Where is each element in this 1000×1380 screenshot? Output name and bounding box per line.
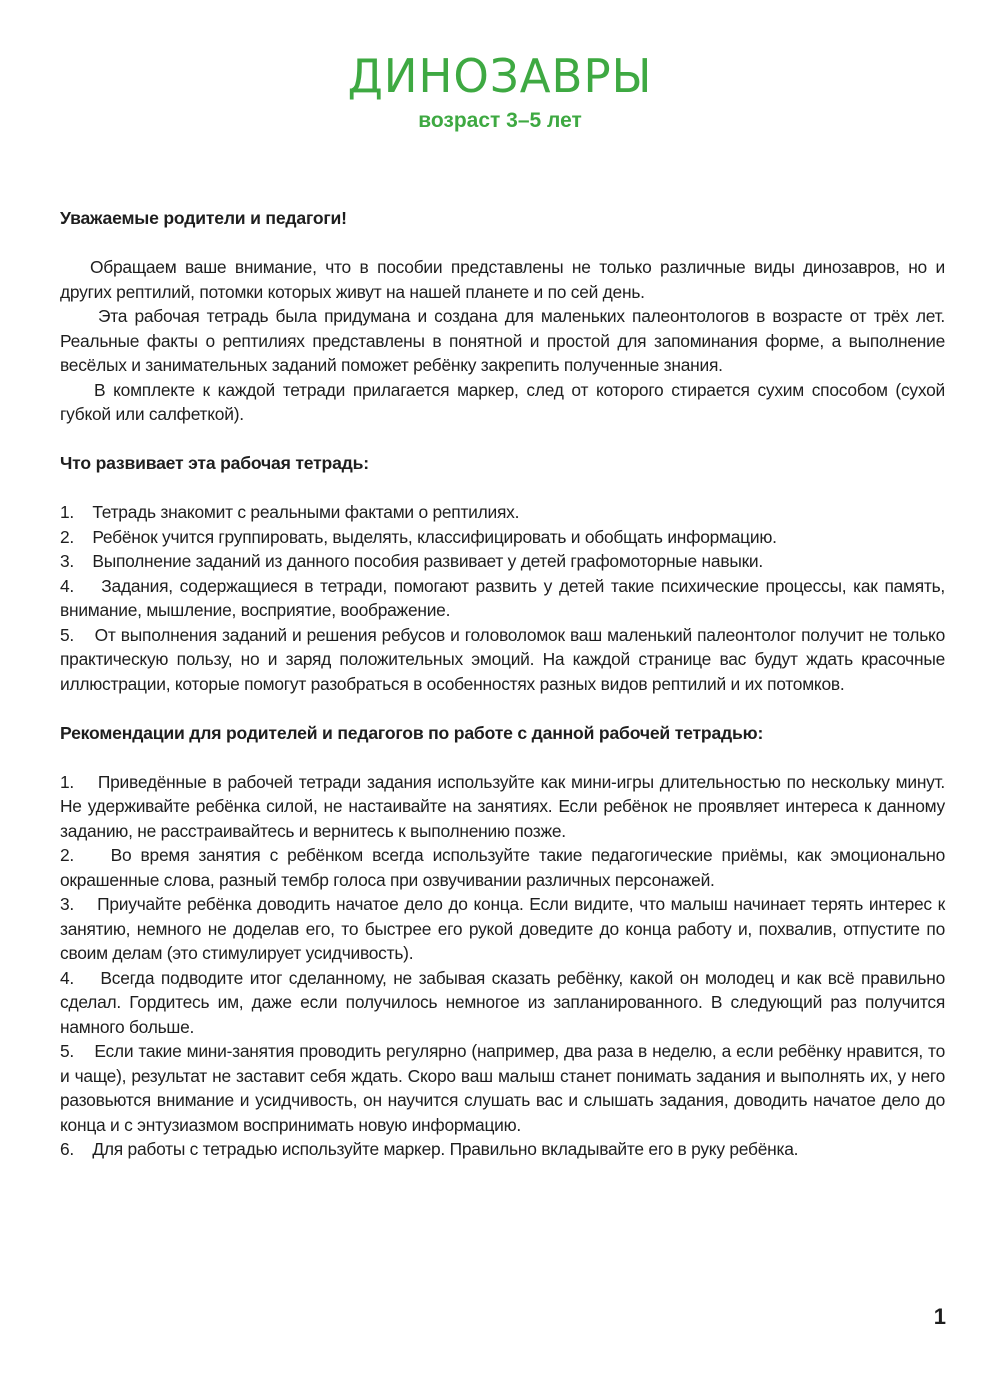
develops-item bbox=[60, 623, 945, 697]
develops-item bbox=[60, 500, 945, 525]
greeting-heading: Уважаемые родители и педагоги! bbox=[60, 208, 347, 228]
item-number: 4. bbox=[60, 967, 75, 988]
intro-paragraph: Обращаем ваше внимание, что в пособии представлены не только различные виды динозавров, но и других рептилий, потомки которых живут на нашей планете и по сей день. bbox=[60, 257, 945, 302]
item-text: Приведённые в рабочей тетради задания используйте как мини-игры длительностью по нескольку минут. Не удерживайте ребёнка силой, не настаивайте на занятиях. Если ребёнок не проявляет интереса к данному заданию, не расстраивайтесь и вернитесь к выполнению позже. bbox=[60, 771, 945, 841]
item-text: Выполнение заданий из данного пособия развивает у детей графомоторные навыки. bbox=[92, 551, 763, 571]
item-text: Задания, содержащиеся в тетради, помогают развить у детей такие психические процессы, как память, внимание, мышление, восприятие, воображение. bbox=[60, 575, 946, 620]
item-text: Во время занятия с ребёнком всегда используйте такие педагогические приёмы, как эмоционально окрашенные слова, разный тембр голоса при озвучивании различных персонажей. bbox=[60, 845, 946, 890]
item-number: 5. bbox=[60, 624, 75, 645]
develops-item bbox=[60, 549, 945, 574]
intro-paragraph: В комплекте к каждой тетради прилагается маркер, след от которого стирается сухим способом (сухой губкой или салфеткой). bbox=[60, 379, 945, 424]
item-text: Ребёнок учится группировать, выделять, классифицировать и обобщать информацию. bbox=[92, 526, 777, 547]
recommendation-item bbox=[60, 966, 945, 1040]
age-subtitle: возраст 3–5 лет bbox=[418, 109, 582, 132]
page-number: 1 bbox=[933, 1304, 946, 1329]
develops-item bbox=[60, 574, 945, 623]
item-number: 3. bbox=[60, 894, 75, 914]
develops-heading: Что развивает эта рабочая тетрадь: bbox=[60, 453, 369, 473]
item-number: 4. bbox=[60, 575, 75, 596]
item-text: Приучайте ребёнка доводить начатое дело до конца. Если видите, что малыш начинает терять интерес к занятию, немного не доделав его, то быстрее его рукой доведите до конца работу и, похвалив, отпустите по своим делам (это стимулирует усидчивость). bbox=[60, 894, 945, 963]
recommendation-item bbox=[60, 843, 945, 892]
intro-paragraph: Эта рабочая тетрадь была придумана и создана для маленьких палеонтологов в возрасте от трёх лет. Реальные факты о рептилиях представлены в понятной и простой для запоминания форме, а выполнение весёлых и занимательных заданий поможет ребёнку закрепить полученные знания. bbox=[60, 306, 945, 375]
item-text: От выполнения заданий и решения ребусов и головоломок ваш маленький палеонтолог получит не только практическую пользу, но и заряд положительных эмоций. На каждой странице вас будут ждать красочные иллюстрации, которые помогут разобраться в особенностях разных видов рептилий и их потомков. bbox=[60, 624, 945, 694]
item-number: 3. bbox=[60, 551, 75, 571]
recommendations-heading: Рекомендации для родителей и педагогов по работе с данной рабочей тетрадью: bbox=[60, 722, 764, 743]
item-text: Если такие мини-занятия проводить регулярно (например, два раза в неделю, а если ребёнку нравится, то и чаще), результат не заставит себя ждать. Скоро ваш малыш станет понимать задания и выполнять их, у него разовьются внимание и усидчивость, он научится слушать вас и слышать задания, доводить начатое дело до конца и с энтузиазмом воспринимать новую информацию. bbox=[60, 1041, 945, 1135]
recommendation-item bbox=[60, 1137, 945, 1162]
item-text: Всегда подводите итог сделанному, не забывая сказать ребёнку, какой он молодец и как всё правильно сделал. Гордитесь им, даже если получилось немногое из запланированного. В следующий раз получится намного больше. bbox=[60, 967, 945, 1037]
develops-item bbox=[60, 525, 945, 550]
item-number: 2. bbox=[60, 526, 75, 547]
page-title: ДИНОЗАВРЫ bbox=[347, 49, 653, 103]
item-text: Тетрадь знакомит с реальными фактами о рептилиях. bbox=[92, 502, 520, 522]
recommendation-item bbox=[60, 770, 945, 844]
item-number: 2. bbox=[60, 845, 75, 865]
document-body bbox=[60, 206, 945, 1162]
recommendation-item bbox=[60, 892, 945, 966]
item-number: 1. bbox=[60, 771, 75, 792]
item-number: 1. bbox=[60, 502, 75, 522]
item-number: 6. bbox=[60, 1139, 75, 1159]
item-number: 5. bbox=[60, 1041, 75, 1061]
item-text: Для работы с тетрадью используйте маркер. Правильно вкладывайте его в руку ребёнка. bbox=[92, 1139, 799, 1159]
recommendation-item bbox=[60, 1039, 945, 1137]
